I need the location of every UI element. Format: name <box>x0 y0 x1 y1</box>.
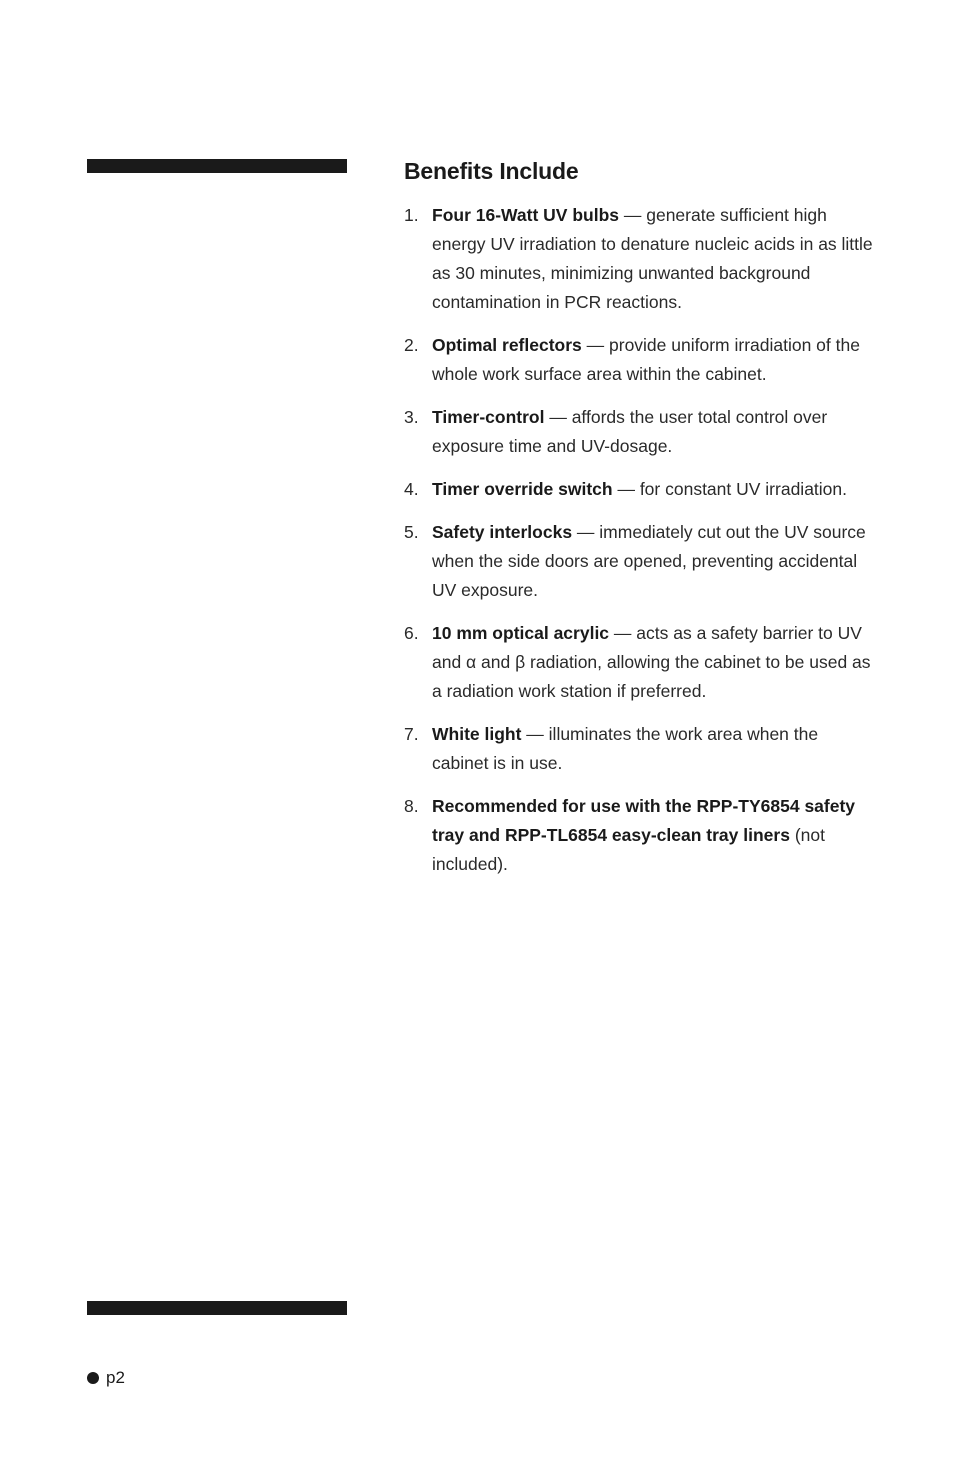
item-text <box>432 619 874 706</box>
item-description: — provide uniform irradiation of the whole work surface area within the cabinet. <box>432 335 860 384</box>
list-item <box>404 201 874 317</box>
item-text <box>432 475 874 504</box>
item-term: 10 mm optical acrylic <box>432 623 610 643</box>
item-number: 4. <box>404 479 419 499</box>
item-term: Safety interlocks <box>432 522 573 542</box>
list-item <box>404 475 874 504</box>
top-rule-bar <box>87 159 347 173</box>
item-term: Timer override switch <box>432 479 613 499</box>
page-number: p2 <box>106 1368 125 1387</box>
list-item <box>404 403 874 461</box>
benefits-section <box>404 155 874 893</box>
item-number: 5. <box>404 522 419 542</box>
item-number: 8. <box>404 796 419 816</box>
bullet-dot-icon <box>87 1372 99 1384</box>
list-item <box>404 518 874 605</box>
list-item <box>404 792 874 879</box>
section-heading: Benefits Include <box>404 158 579 184</box>
item-number: 6. <box>404 623 419 643</box>
item-description: — affords the user total control over exposure time and UV-dosage. <box>432 407 828 456</box>
benefits-list <box>404 201 874 879</box>
list-item <box>404 619 874 706</box>
item-description: — acts as a safety barrier to UV and α and β radiation, allowing the cabinet to be used as a radiation work station if preferred. <box>432 623 871 701</box>
item-term: Optimal reflectors <box>432 335 582 355</box>
item-term: White light <box>432 724 522 744</box>
item-description: — immediately cut out the UV source when the side doors are opened, preventing accidental UV exposure. <box>432 522 866 600</box>
item-description: — illuminates the work area when the cabinet is in use. <box>432 724 819 773</box>
item-description: — generate sufficient high energy UV irradiation to denature nucleic acids in as little as 30 minutes, minimizing unwanted background contamination in PCR reactions. <box>432 205 873 312</box>
item-text <box>432 201 874 317</box>
item-text <box>432 518 874 605</box>
item-term: Four 16-Watt UV bulbs <box>432 205 619 225</box>
item-description: (not included). <box>432 825 825 874</box>
bottom-rule-bar <box>87 1301 347 1315</box>
list-item <box>404 331 874 389</box>
item-text <box>432 331 874 389</box>
item-number: 3. <box>404 407 419 427</box>
item-number: 2. <box>404 335 419 355</box>
item-term: Recommended for use with the RPP-TY6854 safety tray and RPP-TL6854 easy-clean tray liners <box>432 796 856 845</box>
item-text <box>432 720 874 778</box>
item-number: 7. <box>404 724 419 744</box>
list-item <box>404 720 874 778</box>
item-text <box>432 792 874 879</box>
item-text <box>432 403 874 461</box>
item-term: Timer-control <box>432 407 545 427</box>
item-number: 1. <box>404 205 419 225</box>
page-footer <box>87 1366 125 1390</box>
item-description: — for constant UV irradiation. <box>612 479 847 499</box>
